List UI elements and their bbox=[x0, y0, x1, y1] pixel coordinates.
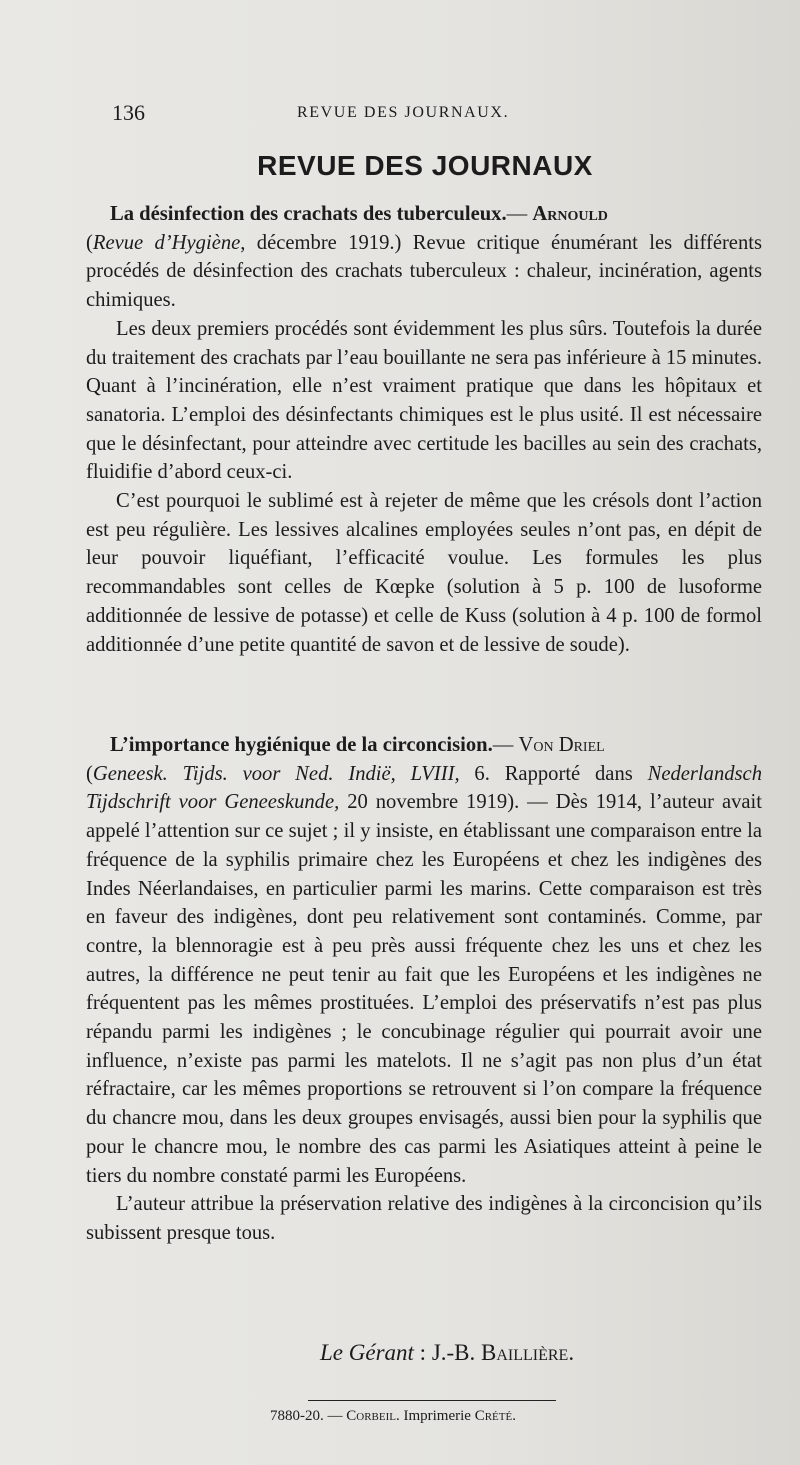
article-disinfection bbox=[86, 200, 762, 659]
heading-dash: — bbox=[492, 734, 519, 756]
imprint-printer-name: Crété. bbox=[474, 1408, 516, 1424]
page-number: 136 bbox=[112, 100, 145, 125]
heading-dash: — bbox=[506, 203, 533, 225]
intro-text: , décembre 1919.) Revue critique énumérant les différents procédés de désinfection des crachats tuberculeux : chaleur, incinération, agents chimiques. bbox=[86, 231, 762, 312]
printer-imprint bbox=[270, 1408, 516, 1425]
article-paragraph: L’auteur attribue la préservation relative des indigènes à la circoncision qu’ils subissent presque tous. bbox=[86, 1193, 762, 1244]
journal-citation: Nederlandsch Tijdschrift voor Geneeskunde, bbox=[86, 762, 762, 814]
article-paragraph: C’est pourquoi le sublimé est à rejeter de même que les crésols dont l’action est peu régulière. Les lessives alcalines employées seules n’ont pas, en dépit de leur pouvoir liquéfiant, l’efficacité voulue. Les formules les plus recommandables sont celles de Kœpke (solution à 5 p. 100 de lusoforme additionnée de lessive de potasse) et celle de Kuss (solution à 4 p. 100 de formol additionnée d’une petite quantité de savon et de lessive de soude). bbox=[86, 490, 762, 656]
article-heading: La désinfection des crachats des tuberculeux. bbox=[110, 203, 507, 225]
article-body: 20 novembre 1919). — Dès 1914, l’auteur avait appelé l’attention sur ce sujet ; il y insiste, en établissant une comparaison entre la fréquence de la syphilis primaire chez les Européens et chez les indigènes des Indes Néerlandaises, en particulier parmi les marins. Cette comparaison est très en faveur des indigènes, dont peu relativement sont contaminés. Comme, par contre, la blennoragie est à peu près aussi fréquente chez les uns et chez les autres, la différence ne peut tenir au fait que les Européens et les indigènes ne fréquentent pas les mêmes prostituées. L’emploi des préservatifs n’est pas plus répandu parmi les indigènes ; le concubinage régulier qui pourrait avoir une influence, n’existe pas parmi les matelots. Il ne s’agit pas non plus d’un état réfractaire, car les mêmes proportions se retrouvent si l’on compare la fréquence du chancre mou, dans les deux groupes envisagés, aussi bien pour la syphilis que pour le chancre mou, le nombre des cas parmi les Asiatiques atteint à peine le tiers du nombre constaté parmi les Européens. bbox=[86, 791, 762, 1187]
imprint-printer: Imprimerie bbox=[399, 1408, 475, 1424]
running-head bbox=[112, 100, 712, 130]
journal-name: Revue d’Hygiène bbox=[92, 231, 241, 254]
article-circumcision bbox=[86, 731, 762, 1248]
article-intro: La désinfection des crachats des tuberculeux.— Arnould (Revue d’Hygiène, décembre 1919.) Revue critique énumérant les différents procédés de désinfection des crachats tuberculeux : chaleur, incinération, agents chimiques. bbox=[86, 203, 762, 312]
section-title: REVUE DES JOURNAUX bbox=[257, 150, 593, 181]
article-author: Von Driel bbox=[518, 734, 605, 756]
running-head-title: REVUE DES JOURNAUX. bbox=[297, 104, 510, 121]
journal-citation: Geneesk. Tijds. voor Ned. Indië, LVIII, bbox=[92, 762, 460, 785]
signature-separator: : bbox=[413, 1340, 432, 1365]
article-heading: L’importance hygiénique de la circoncision. bbox=[110, 734, 493, 756]
article-paragraph: Les deux premiers procédés sont évidemment les plus sûrs. Toutefois la durée du traitement des crachats par l’eau bouillante ne sera pas inférieure à 15 minutes. Quant à l’incinération, elle n’est vraiment pratique que dans les hôpitaux et sanatoria. L’emploi des désinfectants chimiques est le plus usité. Il est nécessaire que le désinfectant, pour atteindre avec certitude les bacilles au sein des crachats, fluidifie d’abord ceux-ci. bbox=[86, 317, 762, 484]
signature bbox=[320, 1340, 574, 1366]
citation-text: 6. Rapporté dans bbox=[459, 762, 648, 785]
imprint-place: Corbeil. bbox=[346, 1408, 400, 1424]
signature-name: J.-B. Baillière. bbox=[431, 1340, 575, 1365]
article-author: Arnould bbox=[532, 203, 608, 225]
article-intro: L’importance hygiénique de la circoncision.— Von Driel (Geneesk. Tijds. voor Ned. Indië, LVIII, 6. Rapporté dans Nederlandsch Tijdschrift voor Geneeskunde, 20 novembre 1919). — Dès 1914, l’auteur avait appelé l’attention sur ce sujet ; il y insiste, en établissant une comparaison entre la fréquence de la syphilis primaire chez les Européens et chez les indigènes des Indes Néerlandaises, en particulier parmi les marins. Cette comparaison est très en faveur des indigènes, dont peu relativement sont contaminés. Comme, par contre, la blennoragie est à peu près aussi fréquente chez les uns et chez les autres, la différence ne peut tenir au fait que les Européens et les indigènes ne fréquentent pas les mêmes prostituées. L’emploi des préservatifs n’est pas plus répandu parmi les indigènes ; le concubinage régulier qui pourrait avoir une influence, n’existe pas parmi les matelots. Il ne s’agit pas non plus d’un état réfractaire, car les mêmes proportions se retrouvent si l’on compare la fréquence du chancre mou, dans les deux groupes envisagés, aussi bien pour la syphilis que pour le chancre mou, le nombre des cas parmi les Asiatiques atteint à peine le tiers du nombre constaté parmi les Européens. bbox=[86, 734, 762, 1187]
imprint-number: 7880-20. — bbox=[270, 1408, 347, 1424]
signature-label: Le Gérant bbox=[320, 1340, 414, 1365]
footer-rule bbox=[308, 1400, 556, 1401]
